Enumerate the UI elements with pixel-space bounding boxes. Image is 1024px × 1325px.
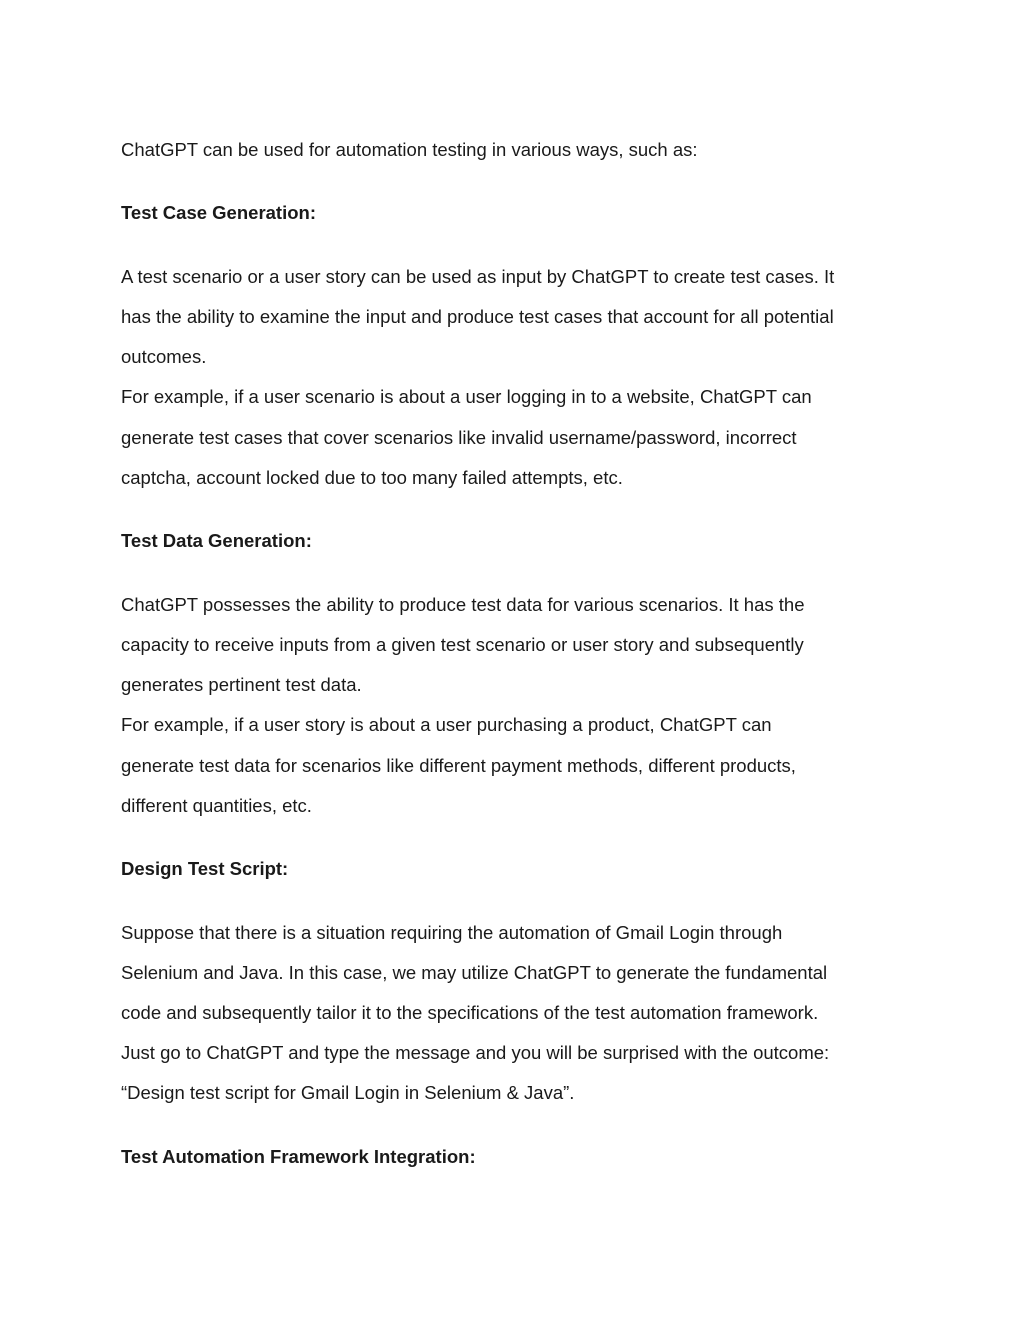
section-heading-test-case-generation: Test Case Generation: [121,202,316,223]
intro-paragraph: ChatGPT can be used for automation testing in various ways, such as: [121,139,698,160]
section-heading-test-data-generation: Test Data Generation: [121,530,312,551]
paragraph-line: For example, if a user story is about a user purchasing a product, ChatGPT can [121,714,772,735]
paragraph-line: different quantities, etc. [121,795,312,816]
paragraph-line: outcomes. [121,346,207,367]
paragraph-line: generates pertinent test data. [121,674,362,695]
paragraph-line: Selenium and Java. In this case, we may utilize ChatGPT to generate the fundamental [121,962,828,983]
paragraph-line: code and subsequently tailor it to the specifications of the test automation framework. [121,1002,819,1023]
section-heading-design-test-script: Design Test Script: [121,858,289,879]
paragraph-line: Suppose that there is a situation requiring the automation of Gmail Login through [121,922,783,943]
paragraph-line: Just go to ChatGPT and type the message and you will be surprised with the outcome: [121,1042,830,1063]
paragraph-line: ChatGPT possesses the ability to produce test data for various scenarios. It has the [121,594,805,615]
paragraph-line: generate test data for scenarios like different payment methods, different products, [121,755,796,776]
paragraph-line: has the ability to examine the input and produce test cases that account for all potential [121,306,834,327]
paragraph-line: A test scenario or a user story can be used as input by ChatGPT to create test cases. It [121,266,835,287]
paragraph-line: generate test cases that cover scenarios like invalid username/password, incorrect [121,427,797,448]
section-heading-test-automation-framework-integration: Test Automation Framework Integration: [121,1146,476,1167]
paragraph-line: capacity to receive inputs from a given test scenario or user story and subsequently [121,634,804,655]
paragraph-line: “Design test script for Gmail Login in Selenium & Java”. [121,1082,575,1103]
paragraph-line: For example, if a user scenario is about a user logging in to a website, ChatGPT can [121,386,812,407]
paragraph-line: captcha, account locked due to too many failed attempts, etc. [121,467,623,488]
